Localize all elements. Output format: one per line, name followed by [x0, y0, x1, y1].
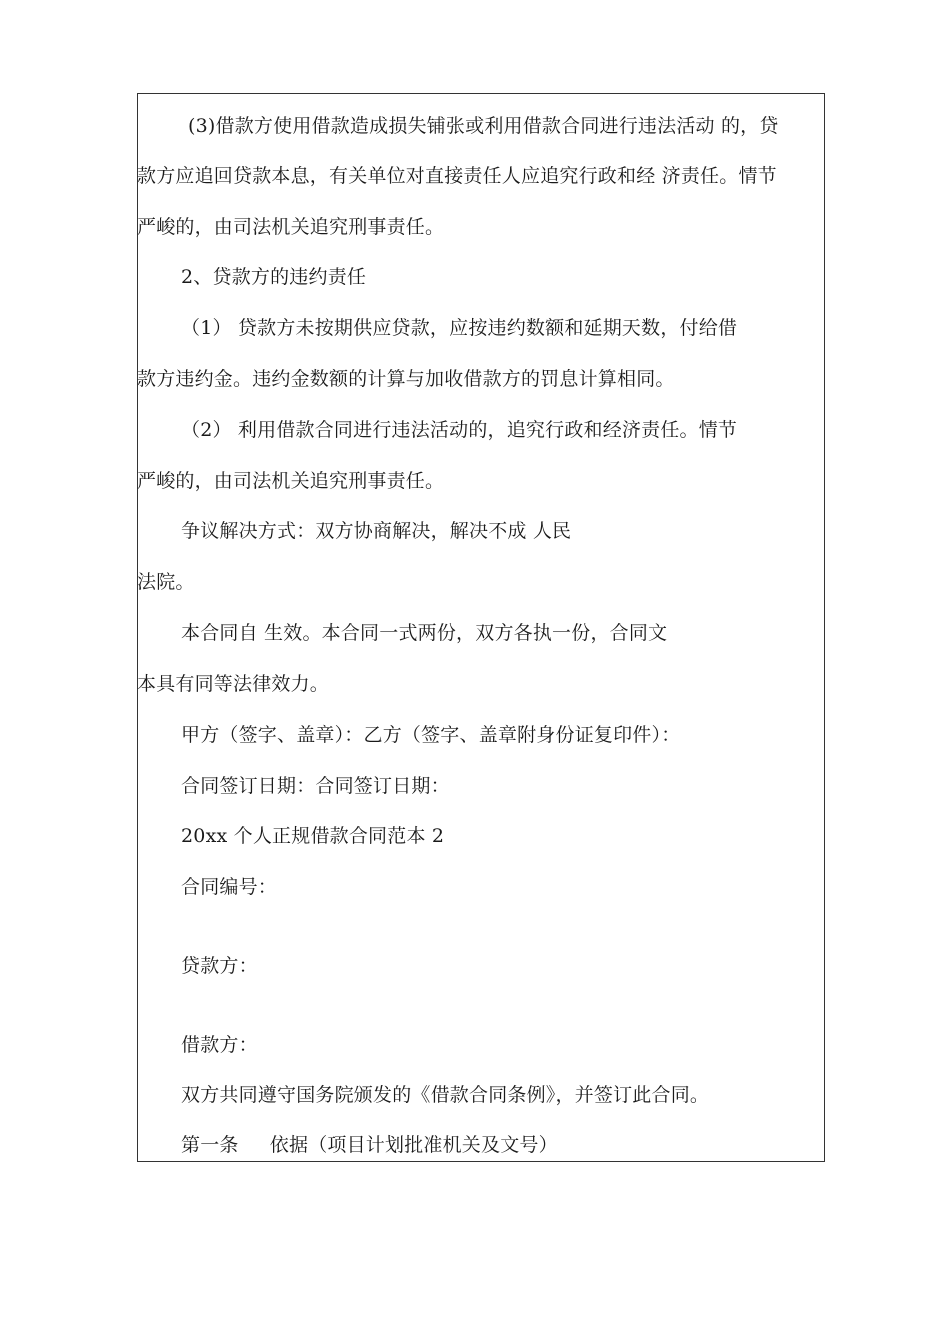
dispute-resolution-continued: 法院。	[137, 571, 195, 593]
lender-label: 贷款方：	[181, 955, 258, 977]
body-line-6: 款方违约金。违约金数额的计算与加收借款方的罚息计算相同。	[137, 368, 675, 390]
signature-parties-line: 甲方（签字、盖章）：乙方（签字、盖章附身份证复印件）：	[181, 724, 681, 746]
regulation-compliance-line: 双方共同遵守国务院颁发的《借款合同条例》，并签订此合同。	[181, 1084, 710, 1106]
body-line-1: (3)借款方使用借款造成损失铺张或利用借款合同进行违法活动 的，贷	[188, 115, 779, 137]
borrower-label: 借款方：	[181, 1034, 258, 1056]
body-line-5: （1） 贷款方未按期供应贷款，应按违约数额和延期天数，付给借	[181, 317, 738, 339]
body-line-7: （2） 利用借款合同进行违法活动的，追究行政和经济责任。情节	[181, 419, 738, 441]
body-line-2: 款方应追回贷款本息，有关单位对直接责任人应追究行政和经 济责任。情节	[137, 165, 777, 187]
section-heading-lender-liability: 2、贷款方的违约责任	[181, 266, 367, 288]
signing-date-line: 合同签订日期：合同签订日期：	[181, 775, 450, 797]
article-one-basis: 第一条 依据（项目计划批准机关及文号）	[181, 1134, 558, 1156]
body-line-3: 严峻的，由司法机关追究刑事责任。	[137, 216, 445, 238]
dispute-resolution-line: 争议解决方式：双方协商解决，解决不成 人民	[181, 520, 572, 542]
frame-tick-right-1	[824, 902, 825, 930]
contract-effective-line: 本合同自 生效。本合同一式两份，双方各执一份，合同文	[181, 622, 668, 644]
contract-number-label: 合同编号：	[181, 876, 278, 898]
frame-tick-right-2	[824, 982, 825, 1010]
contract-effective-continued: 本具有同等法律效力。	[137, 673, 330, 695]
body-line-8: 严峻的，由司法机关追究刑事责任。	[137, 470, 445, 492]
frame-tick-left-2	[137, 982, 138, 1010]
template-2-title: 20xx 个人正规借款合同范本 2	[181, 825, 445, 847]
frame-tick-left-1	[137, 902, 138, 930]
